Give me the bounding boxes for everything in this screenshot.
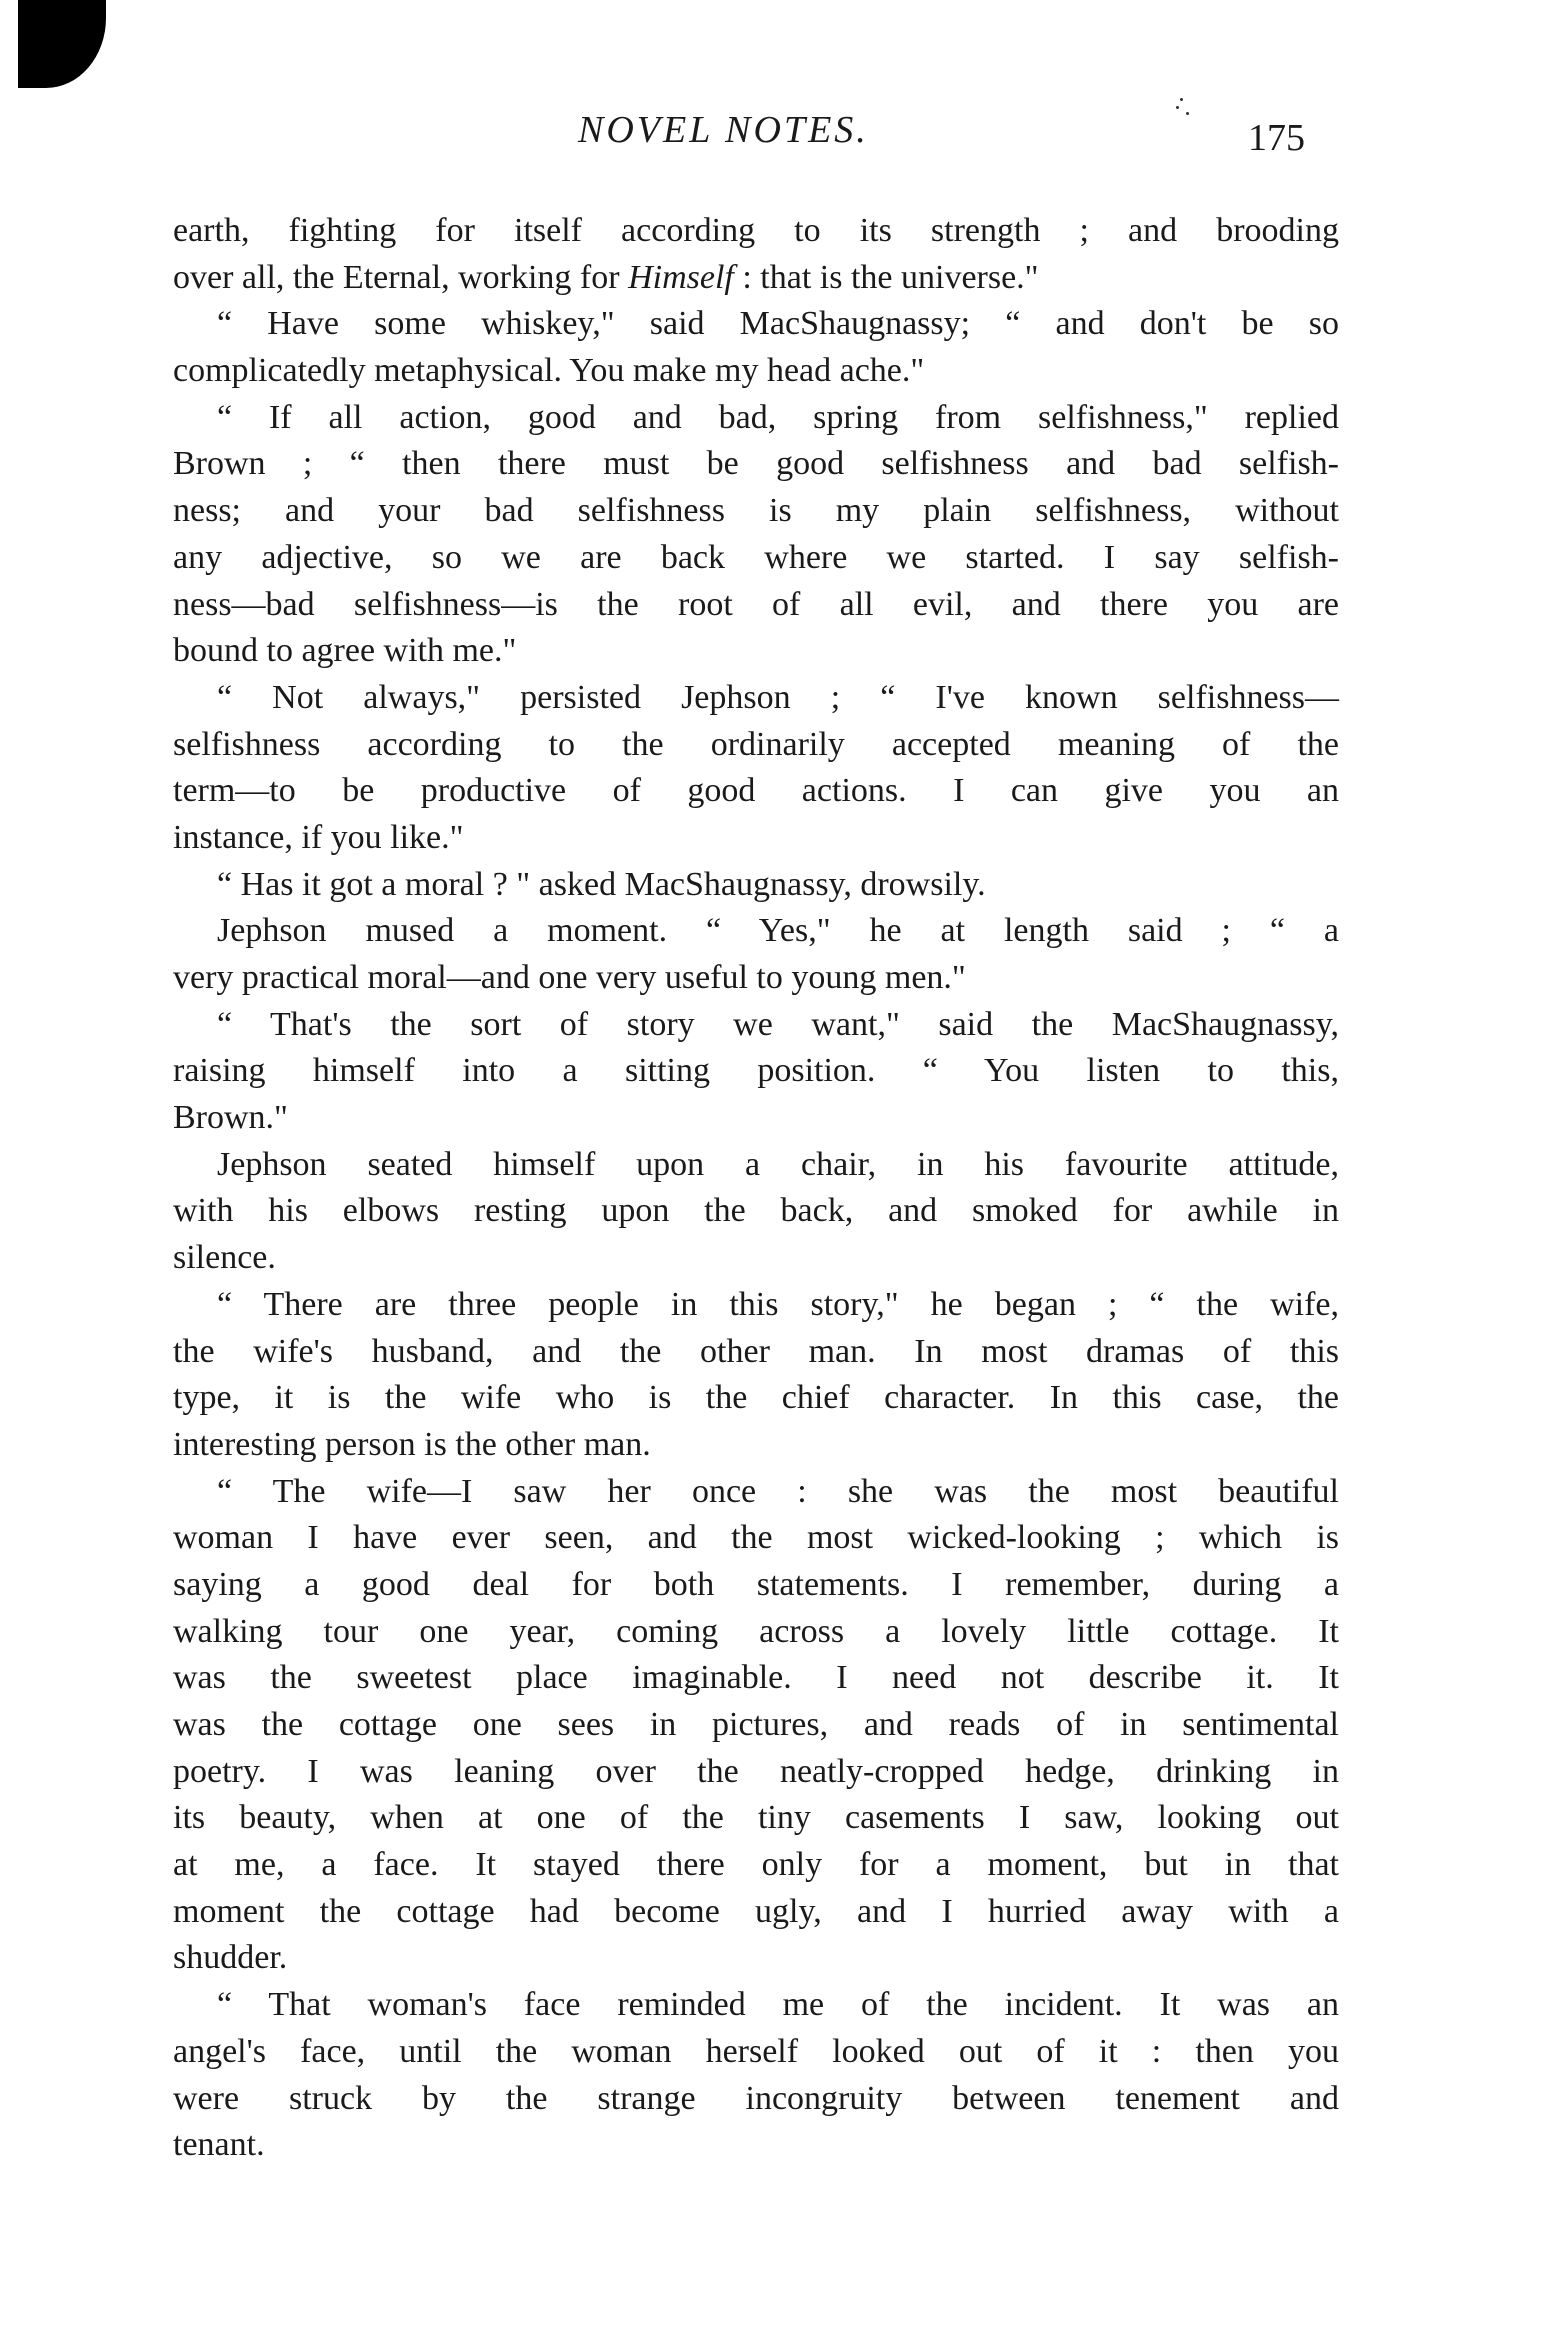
text-line: saying a good deal for both statements. I remember, during a bbox=[173, 1565, 1339, 1603]
text-line: selfishness according to the ordinarily accepted meaning of the bbox=[173, 725, 1339, 763]
text-line: the wife's husband, and the other man. In most dramas of this bbox=[173, 1332, 1339, 1370]
text-line: ness; and your bad selfishness is my plain selfishness, without bbox=[173, 492, 1339, 530]
text-line: “ If all action, good and bad, spring from selfishness," replied bbox=[217, 398, 1339, 436]
text-line: “ The wife—I saw her once : she was the most beautiful bbox=[217, 1472, 1339, 1510]
italic-word: Himself bbox=[628, 258, 734, 296]
text-line: very practical moral—and one very useful to young men." bbox=[173, 959, 966, 996]
scan-speck bbox=[1186, 112, 1189, 115]
text-segment: over all, the Eternal, working for bbox=[173, 258, 629, 296]
text-line: was the sweetest place imaginable. I need not describe it. It bbox=[173, 1659, 1339, 1697]
text-line: “ That woman's face reminded me of the incident. It was an bbox=[217, 1986, 1339, 2024]
text-line: shudder. bbox=[173, 1939, 288, 1977]
scan-speck bbox=[1180, 98, 1183, 101]
text-line: poetry. I was leaning over the neatly-cropped hedge, drinking in bbox=[173, 1752, 1339, 1790]
text-line: silence. bbox=[173, 1239, 276, 1277]
running-head: NOVEL NOTES. bbox=[578, 109, 869, 151]
text-line: “ That's the sort of story we want," said the MacShaugnassy, bbox=[217, 1005, 1339, 1043]
text-line: bound to agree with me." bbox=[173, 632, 517, 670]
text-line: its beauty, when at one of the tiny casements I saw, looking out bbox=[173, 1799, 1339, 1837]
text-line: instance, if you like." bbox=[173, 818, 464, 856]
text-segment: : that is the universe." bbox=[733, 258, 1039, 296]
text-line: “ There are three people in this story," he began ; “ the wife, bbox=[217, 1285, 1339, 1323]
text-line: term—to be productive of good actions. I can give you an bbox=[173, 772, 1339, 810]
text-line: tenant. bbox=[173, 2126, 265, 2164]
text-line: at me, a face. It stayed there only for a moment, but in that bbox=[173, 1846, 1339, 1884]
text-line: with his elbows resting upon the back, and smoked for awhile in bbox=[173, 1192, 1339, 1230]
text-line: woman I have ever seen, and the most wicked-looking ; which is bbox=[173, 1519, 1339, 1557]
text-line: Jephson mused a moment. “ Yes," he at length said ; “ a bbox=[217, 912, 1339, 950]
text-line: complicatedly metaphysical. You make my head ache." bbox=[173, 352, 925, 390]
text-line: “ Has it got a moral ? " asked MacShaugnassy, drowsily. bbox=[217, 865, 986, 903]
text-line: ness—bad selfishness—is the root of all evil, and there you are bbox=[173, 585, 1339, 623]
text-line: was the cottage one sees in pictures, and reads of in sentimental bbox=[173, 1706, 1339, 1743]
text-line: Brown ; “ then there must be good selfishness and bad selfish- bbox=[173, 445, 1339, 483]
text-line: Jephson seated himself upon a chair, in his favourite attitude, bbox=[217, 1145, 1339, 1183]
scan-speck bbox=[1176, 106, 1179, 109]
text-line: any adjective, so we are back where we started. I say selfish- bbox=[173, 538, 1339, 576]
page-body-text bbox=[173, 208, 1339, 2169]
text-line: angel's face, until the woman herself looked out of it : then you bbox=[173, 2032, 1339, 2070]
text-line: “ Have some whiskey," said MacShaugnassy; “ and don't be so bbox=[217, 305, 1339, 343]
text-line: interesting person is the other man. bbox=[173, 1425, 651, 1463]
page-number: 175 bbox=[1248, 117, 1305, 159]
scan-artifact bbox=[18, 0, 106, 88]
text-line: walking tour one year, coming across a lovely little cottage. It bbox=[173, 1612, 1339, 1650]
text-line: type, it is the wife who is the chief character. In this case, the bbox=[173, 1379, 1339, 1417]
text-line: Brown." bbox=[173, 1099, 288, 1137]
text-line: “ Not always," persisted Jephson ; “ I've known selfishness— bbox=[217, 678, 1339, 716]
text-line: were struck by the strange incongruity between tenement and bbox=[173, 2079, 1339, 2117]
text-line: raising himself into a sitting position. “ You listen to this, bbox=[173, 1052, 1339, 1090]
text-line: moment the cottage had become ugly, and I hurried away with a bbox=[173, 1892, 1339, 1930]
text-line: earth, fighting for itself according to its strength ; and brooding bbox=[173, 212, 1339, 249]
text-line bbox=[173, 255, 1339, 302]
